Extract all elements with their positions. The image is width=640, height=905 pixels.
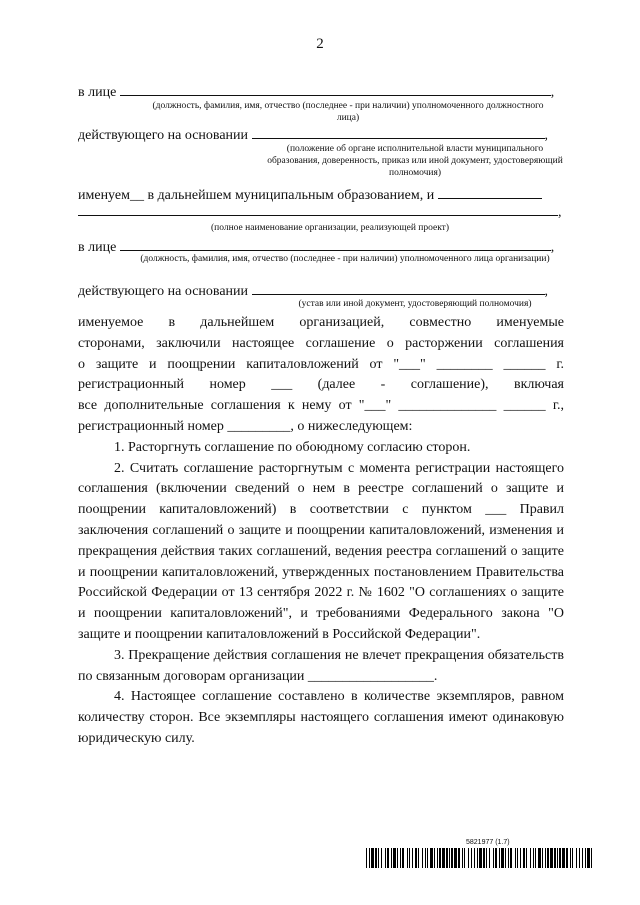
- clause-3: 3. Прекращение действия соглашения не влечет прекращения обязательств по связанным договорам организации __________________.: [78, 647, 564, 684]
- intro-line-2: сторонами, заключили настоящее соглашение о расторжении соглашения: [78, 335, 564, 351]
- barcode-number: 5821977 (1.7): [466, 839, 510, 846]
- rep2-blank: [120, 238, 551, 251]
- rep1-label: в лице: [78, 85, 117, 100]
- basis2-label: действующего на основании: [78, 284, 249, 299]
- basis2-note: (устав или иной документ, удостоверяющий полномочия): [298, 299, 532, 309]
- basis2-blank: [252, 282, 545, 295]
- intro-line-6: регистрационный номер _________, о нижеследующем:: [78, 418, 413, 434]
- barcode: [366, 848, 592, 868]
- page-number: 2: [316, 36, 324, 52]
- org-note: (полное наименование организации, реализующей проект): [210, 223, 449, 233]
- intro-line-5: все дополнительные соглашения к нему от "___" ______________ ______ г.,: [78, 398, 564, 414]
- municipal-line: [78, 186, 564, 204]
- org-blank: [78, 203, 558, 216]
- municipal-text: именуем__ в дальнейшем муниципальным образованием, и: [78, 188, 435, 203]
- basis2-line: действующего на основании ,: [78, 284, 549, 299]
- clause-4: 4. Настоящее соглашение составлено в количестве экземпляров, равном количеству сторон. Все экземпляры настоящего соглашения имеют одинаковую юридическую силу.: [78, 689, 564, 746]
- rep1-note: (должность, фамилия, имя, отчество (последнее - при наличии) уполномоченного должностного лица): [152, 101, 544, 123]
- clause-2: 2. Считать соглашение расторгнутым с момента регистрации настоящего соглашения (включении сведений о нем в реестре соглашений о защите и поощрении капиталовложений) в соответствии с пунктом ___ Правил заключения соглашений о защите и поощрении капиталовложений, изменения и прекращения действия таких соглашений, ведения реестра соглашений о защите и поощрении капиталовложений, утвержденных постановлением Правительства Российской Федерации от 13 сентября 2022 г. № 1602 "О соглашениях о защите и поощрении капиталовложений", и требованиями Федерального закона "О защите и поощрении капиталовложений в Российской Федерации".: [78, 460, 564, 642]
- basis1-note: (положение об органе исполнительной власти муниципального образования, доверенность, приказ или иной документ, удостоверяющий полномочия): [267, 144, 563, 178]
- basis1-line: действующего на основании ,: [78, 128, 549, 143]
- clause-1: 1. Расторгнуть соглашение по обоюдному согласию сторон.: [114, 439, 471, 455]
- basis1-blank: [252, 126, 545, 139]
- agreement-body: [78, 313, 564, 750]
- municipal-blank: [438, 186, 542, 199]
- rep1-line: в лице ,: [78, 85, 555, 100]
- org-line: ,: [78, 203, 564, 221]
- intro-line-1: именуемое в дальнейшем организацией, совместно именуемые: [78, 315, 564, 330]
- intro-line-3: о защите и поощрении капиталовложений от "___" ________ ______ г.: [78, 356, 564, 372]
- rep1-blank: [120, 83, 551, 96]
- basis1-label: действующего на основании: [78, 128, 249, 143]
- intro-line-4: регистрационный номер ___ (далее - соглашение), включая: [78, 377, 564, 393]
- rep2-note: (должность, фамилия, имя, отчество (последнее - при наличии) уполномоченного лица организации): [140, 254, 550, 264]
- rep2-label: в лице: [78, 240, 117, 255]
- rep2-line: в лице ,: [78, 240, 555, 255]
